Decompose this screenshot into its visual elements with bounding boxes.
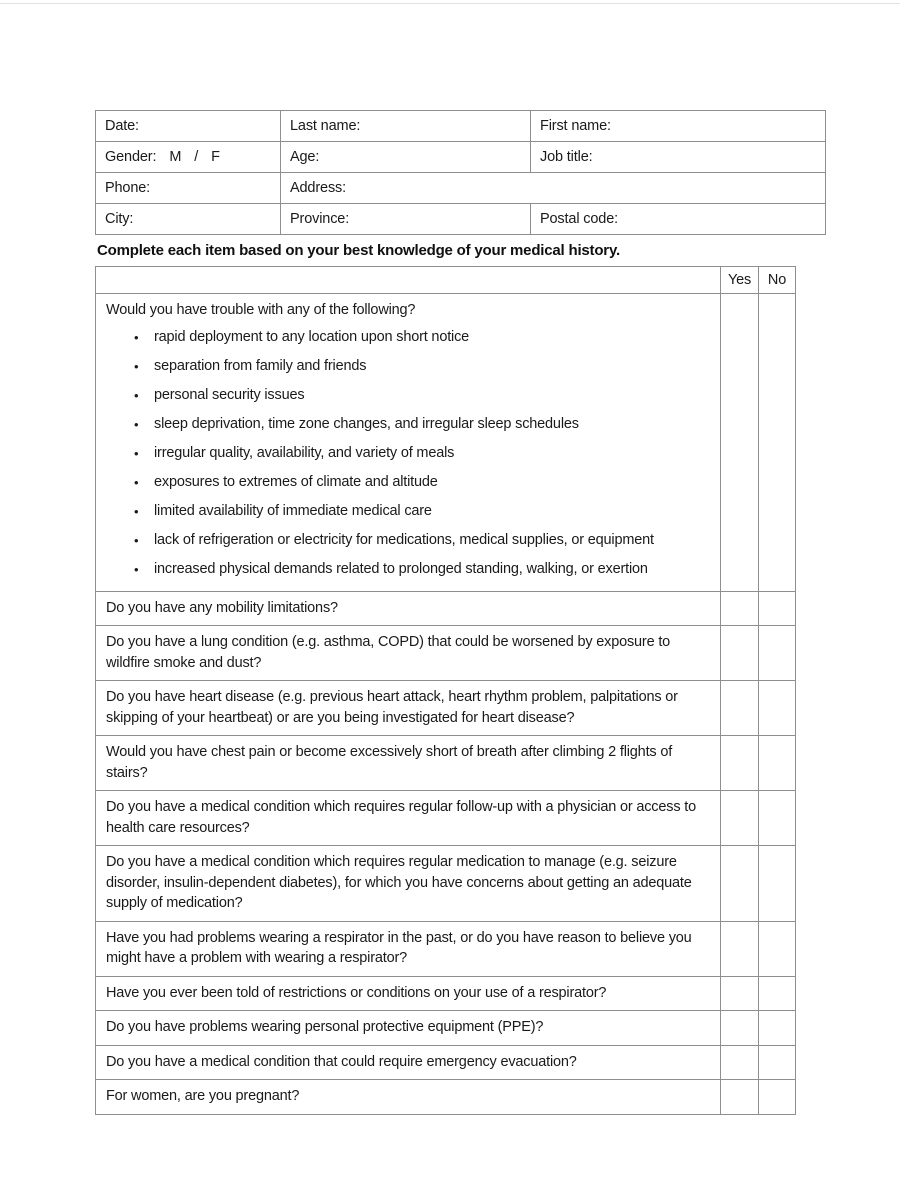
no-answer-cell[interactable] (759, 791, 796, 846)
job-title-label: Job title: (540, 149, 593, 165)
yes-answer-cell[interactable] (721, 626, 759, 681)
no-answer-cell[interactable] (759, 1045, 796, 1080)
table-row (96, 1045, 796, 1080)
question-column-header (96, 267, 721, 294)
province-field[interactable] (281, 204, 531, 235)
no-answer-cell[interactable] (759, 921, 796, 976)
yes-answer-cell[interactable] (721, 681, 759, 736)
last-name-field[interactable] (281, 111, 531, 142)
province-label: Province: (290, 211, 350, 227)
page-top-edge (0, 3, 900, 4)
yes-answer-cell[interactable] (721, 1045, 759, 1080)
no-column-header: No (759, 267, 796, 294)
first-name-label: First name: (540, 118, 611, 134)
date-field[interactable] (96, 111, 281, 142)
yes-answer-cell[interactable] (721, 294, 759, 592)
gender-option-female[interactable]: F (211, 149, 220, 165)
yes-answer-cell[interactable] (721, 591, 759, 626)
list-item: • limited availability of immediate medical care (106, 497, 710, 526)
question-cell: Do you have a medical condition which requires regular medication to manage (e.g. seizure disorder, insulin-dependent diabetes), for which you have concerns about getting an adequate supply of medication? (96, 846, 721, 922)
form-sheet (95, 110, 795, 1115)
table-row (96, 1011, 796, 1046)
instruction-text: Complete each item based on your best knowledge of your medical history. (97, 242, 620, 259)
table-row (96, 681, 796, 736)
list-item: • irregular quality, availability, and variety of meals (106, 439, 710, 468)
no-answer-cell[interactable] (759, 294, 796, 592)
table-row (96, 791, 796, 846)
question-cell: For women, are you pregnant? (96, 1080, 721, 1115)
last-name-label: Last name: (290, 118, 361, 134)
table-row (96, 846, 796, 922)
personal-info-table (95, 110, 826, 235)
no-answer-cell[interactable] (759, 591, 796, 626)
phone-field[interactable] (96, 173, 281, 204)
list-item: • rapid deployment to any location upon short notice (106, 323, 710, 352)
question-cell: Have you had problems wearing a respirator in the past, or do you have reason to believe you might have a problem with wearing a respirator? (96, 921, 721, 976)
question-cell: Do you have a medical condition that could require emergency evacuation? (96, 1045, 721, 1080)
table-row (96, 294, 796, 592)
gender-option-male[interactable]: M (169, 149, 182, 165)
list-item: • separation from family and friends (106, 352, 710, 381)
questionnaire-header-row (96, 267, 796, 294)
no-answer-cell[interactable] (759, 1011, 796, 1046)
bullet-question-intro: Would you have trouble with any of the following? (106, 302, 416, 318)
yes-answer-cell[interactable] (721, 1011, 759, 1046)
yes-answer-cell[interactable] (721, 921, 759, 976)
city-field[interactable] (96, 204, 281, 235)
gender-separator: / (194, 149, 199, 165)
question-cell: Do you have a medical condition which requires regular follow-up with a physician or access to health care resources? (96, 791, 721, 846)
question-cell: Do you have any mobility limitations? (96, 591, 721, 626)
questionnaire-body (96, 294, 796, 1115)
table-row (96, 1080, 796, 1115)
phone-label: Phone: (105, 180, 151, 196)
list-item: • sleep deprivation, time zone changes, and irregular sleep schedules (106, 410, 710, 439)
list-item: • exposures to extremes of climate and altitude (106, 468, 710, 497)
first-name-field[interactable] (531, 111, 826, 142)
table-row (96, 921, 796, 976)
yes-answer-cell[interactable] (721, 736, 759, 791)
no-answer-cell[interactable] (759, 736, 796, 791)
question-cell: Do you have heart disease (e.g. previous heart attack, heart rhythm problem, palpitations or skipping of your heartbeat) or are you being investigated for heart disease? (96, 681, 721, 736)
yes-column-header: Yes (721, 267, 759, 294)
table-row (96, 976, 796, 1011)
address-label: Address: (290, 180, 347, 196)
table-row (96, 173, 826, 204)
table-row (96, 204, 826, 235)
table-row (96, 626, 796, 681)
table-row (96, 142, 826, 173)
postal-code-field[interactable] (531, 204, 826, 235)
no-answer-cell[interactable] (759, 976, 796, 1011)
gender-field[interactable] (96, 142, 281, 173)
gender-label: Gender: (105, 149, 157, 165)
question-cell: Do you have a lung condition (e.g. asthma, COPD) that could be worsened by exposure to wildfire smoke and dust? (96, 626, 721, 681)
job-title-field[interactable] (531, 142, 826, 173)
bullet-list (106, 323, 710, 584)
list-item: • personal security issues (106, 381, 710, 410)
list-item: • lack of refrigeration or electricity for medications, medical supplies, or equipment (106, 526, 710, 555)
question-cell: Would you have chest pain or become excessively short of breath after climbing 2 flights of stairs? (96, 736, 721, 791)
yes-answer-cell[interactable] (721, 791, 759, 846)
no-answer-cell[interactable] (759, 846, 796, 922)
no-answer-cell[interactable] (759, 626, 796, 681)
postal-code-label: Postal code: (540, 211, 618, 227)
yes-answer-cell[interactable] (721, 976, 759, 1011)
date-label: Date: (105, 118, 139, 134)
no-answer-cell[interactable] (759, 681, 796, 736)
age-label: Age: (290, 149, 320, 165)
question-cell: Have you ever been told of restrictions or conditions on your use of a respirator? (96, 976, 721, 1011)
no-answer-cell[interactable] (759, 1080, 796, 1115)
table-row (96, 736, 796, 791)
table-row (96, 591, 796, 626)
yes-answer-cell[interactable] (721, 1080, 759, 1115)
questionnaire-table (95, 266, 796, 1115)
bullet-question-cell (96, 294, 721, 592)
address-field[interactable] (281, 173, 826, 204)
list-item: • increased physical demands related to prolonged standing, walking, or exertion (106, 555, 710, 584)
table-row (96, 111, 826, 142)
question-cell: Do you have problems wearing personal protective equipment (PPE)? (96, 1011, 721, 1046)
yes-answer-cell[interactable] (721, 846, 759, 922)
city-label: City: (105, 211, 134, 227)
age-field[interactable] (281, 142, 531, 173)
